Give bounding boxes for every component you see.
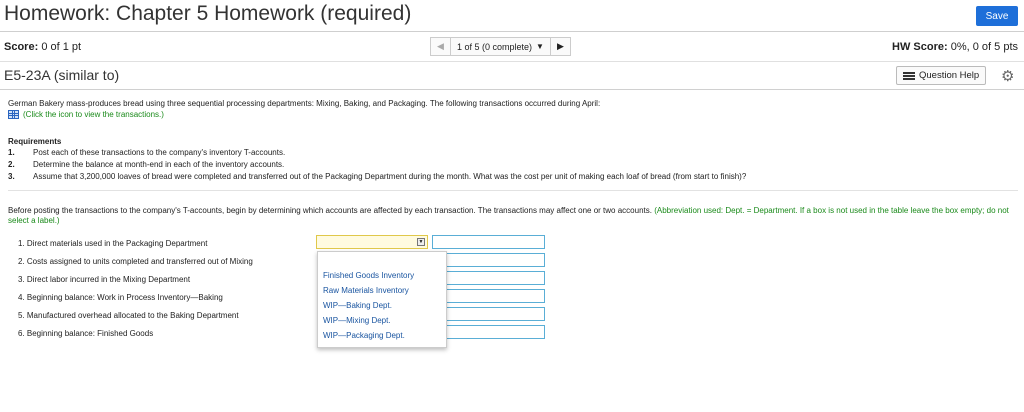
prev-question-button[interactable]: ◀ (431, 38, 451, 55)
transaction-label: 4. Beginning balance: Work in Process Inventory—Baking (18, 293, 223, 302)
dropdown-option[interactable]: WIP—Packaging Dept. (323, 331, 405, 340)
divider (8, 190, 1018, 191)
score: Score: 0 of 1 pt (4, 41, 82, 53)
dropdown-menu (317, 251, 447, 348)
transactions-link[interactable]: (Click the icon to view the transactions.) (8, 110, 164, 119)
dropdown-option[interactable]: Raw Materials Inventory (323, 286, 409, 295)
requirement-item: 2. Determine the balance at month-end in each of the inventory accounts. (8, 160, 285, 169)
question-id: E5-23A (similar to) (4, 67, 120, 83)
dropdown-option[interactable]: Finished Goods Inventory (323, 271, 415, 280)
requirement-item: 1. Post each of these transactions to the company's inventory T-accounts. (8, 148, 286, 157)
account-input[interactable] (432, 271, 545, 285)
account-input[interactable] (432, 253, 545, 267)
chevron-down-icon[interactable]: ▼ (418, 239, 424, 245)
list-icon (903, 72, 915, 80)
account-input[interactable] (432, 307, 545, 321)
transaction-label: 5. Manufactured overhead allocated to the Baking Department (18, 311, 239, 320)
question-help-button[interactable]: Question Help (896, 66, 986, 85)
divider (0, 89, 1024, 90)
dropdown-option[interactable]: WIP—Mixing Dept. (323, 316, 391, 325)
transaction-label: 2. Costs assigned to units completed and transferred out of Mixing (18, 257, 253, 266)
hw-score: HW Score: 0%, 0 of 5 pts (892, 41, 1018, 53)
account-dropdown[interactable] (316, 235, 428, 249)
account-input[interactable] (432, 325, 545, 339)
table-grid-icon[interactable] (8, 110, 19, 119)
question-selector[interactable]: 1 of 5 (0 complete) ▼ (457, 41, 544, 52)
dropdown-option[interactable]: WIP—Baking Dept. (323, 301, 392, 310)
transaction-label: 3. Direct labor incurred in the Mixing Department (18, 275, 191, 284)
divider (0, 61, 1024, 62)
transaction-label: 1. Direct materials used in the Packaging Department (18, 239, 208, 248)
page-title: Homework: Chapter 5 Homework (required) (4, 2, 412, 25)
requirement-item: 3. Assume that 3,200,000 loaves of bread were completed and transferred out of the Packaging Department during the month. What was the cost per unit of making each loaf of bread (from start to finish)? (8, 172, 747, 181)
account-input[interactable] (432, 289, 545, 303)
divider (0, 31, 1024, 32)
question-pager (430, 37, 571, 56)
problem-intro: German Bakery mass-produces bread using three sequential processing departments: Mixing, Baking, and Packaging. The following transactions occurred during April: (8, 99, 601, 108)
transaction-label: 6. Beginning balance: Finished Goods (18, 329, 154, 338)
requirements-title: Requirements (8, 137, 62, 146)
gear-icon[interactable]: ⚙ (1001, 68, 1015, 85)
caret-down-icon: ▼ (536, 42, 544, 51)
account-input[interactable] (432, 235, 545, 249)
save-button[interactable]: Save (976, 6, 1018, 26)
next-question-button[interactable]: ▶ (550, 38, 570, 55)
instructions: Before posting the transactions to the company's T-accounts, begin by determining which accounts are affected by each transaction. The transactions may affect one or two accounts. (Abbreviation used: Dept. = Department. If a box is not used in the table leave the box empty; do not select a label.) (8, 206, 1009, 225)
